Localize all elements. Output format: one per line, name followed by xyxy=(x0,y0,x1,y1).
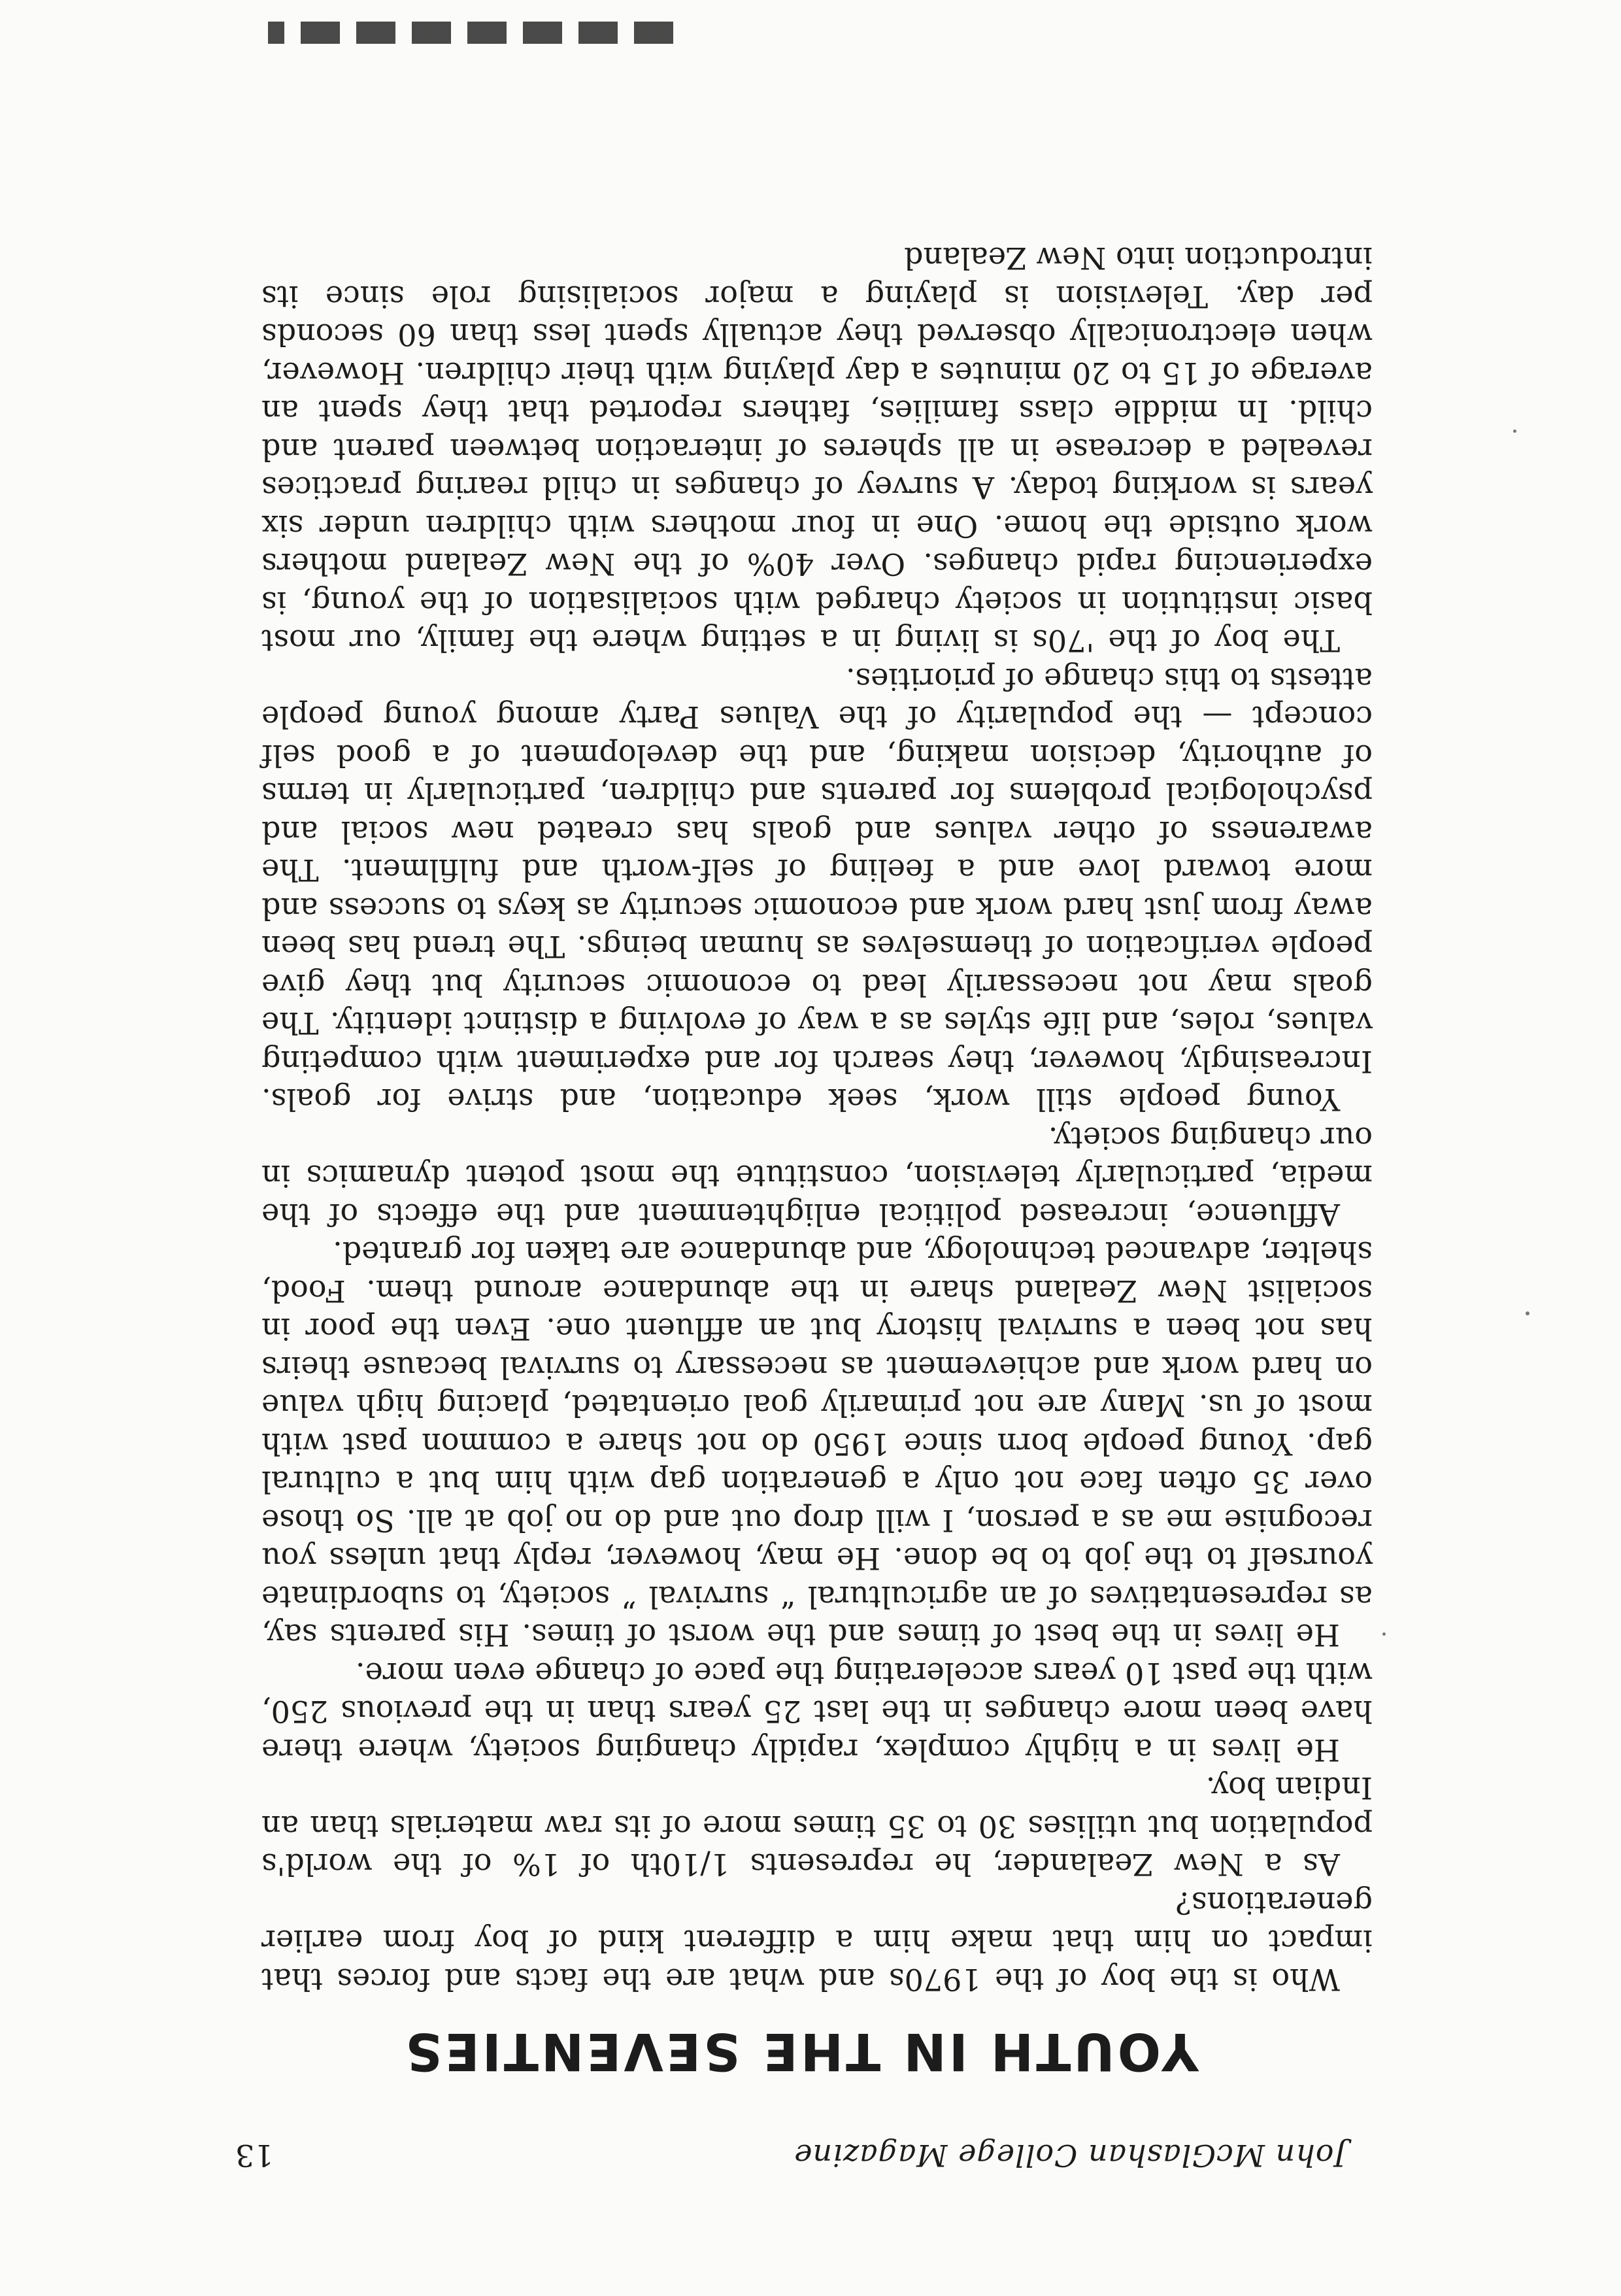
scan-speck xyxy=(1382,1632,1386,1636)
page-number: 13 xyxy=(235,2138,274,2173)
paragraph: He lives in the best of times and the worst of times. His parents say, as representatives of an agricultural “ survival ” society, to subordinate yourself to the job to be done. He may, however, reply that unless you recognise me as a person, I will drop out and do no job at all. So those over 35 often face not only a generation gap with him but a cultural gap. Young people born since 1950 do not share a common past with most of us. Many are not primarily goal orientated, placing high value on hard work and achievement as necessary to survival because theirs has not been a survival history but an affluent one. Even the poor in socialist New Zealand share in the abundance around them. Food, shelter, advanced technology, and abundance are taken for granted. xyxy=(261,1235,1373,1653)
scan-speck xyxy=(1526,1311,1529,1315)
paragraph: Who is the boy of the 1970s and what are the facts and forces that impact on him that make him a different kind of boy from earlier generations? xyxy=(261,1885,1373,1997)
paragraph: Young people still work, seek education, and strive for goals. Increasingly, however, they search for and experiment with competing values, roles, and life styles as a way of evolving a distinct identity. The goals may not necessarily lead to economic security but they give people verification of themselves as human beings. The trend has been away from just hard work and economic security as keys to success and more toward love and a feeling of self-worth and fulfilment. The awareness of other values and goals has created new social and psychological problems for parents and children, particularly in terms of authority, decision making, and the development of a good self concept — the popularity of the Values Party among young people attests to this change of priorities. xyxy=(261,662,1373,1118)
paragraph: He lives in a highly complex, rapidly changing society, where there have been more changes in the last 25 years than in the previous 250, with the past 10 years accelerating the pace of change even more. xyxy=(261,1656,1373,1768)
article-title: YOUTH IN THE SEVENTIES xyxy=(403,2021,1199,2080)
scan-speck xyxy=(1513,430,1516,433)
magazine-title: John McGlashan College Magazine xyxy=(794,2138,1346,2173)
running-header xyxy=(235,2127,1346,2173)
scan-artifact-strip xyxy=(268,22,673,44)
paragraph: Affluence, increased political enlightenment and the effects of the media, particularly television, constitute the most potent dynamics in our changing society. xyxy=(261,1121,1373,1232)
paragraph: As a New Zealander, he represents 1/10th of 1% of the world's population but utilises 30 to 35 times more of its raw materials than an Indian boy. xyxy=(261,1770,1373,1883)
article-body xyxy=(261,239,1373,1999)
paragraph: The boy of the '70s is living in a setting where the family, our most basic institution in society charged with socialisation of the young, is experiencing rapid changes. Over 40% of the New Zealand mothers work outside the home. One in four mothers with children under six years is working today. A survey of changes in child rearing practices revealed a decrease in all spheres of interaction between parent and child. In middle class families, fathers reported that they spent an average of 15 to 20 minutes a day playing with their children. However, when electronically observed they actually spent less than 60 seconds per day. Television is playing a major socialising role since its introduction into New Zealand xyxy=(261,241,1373,659)
